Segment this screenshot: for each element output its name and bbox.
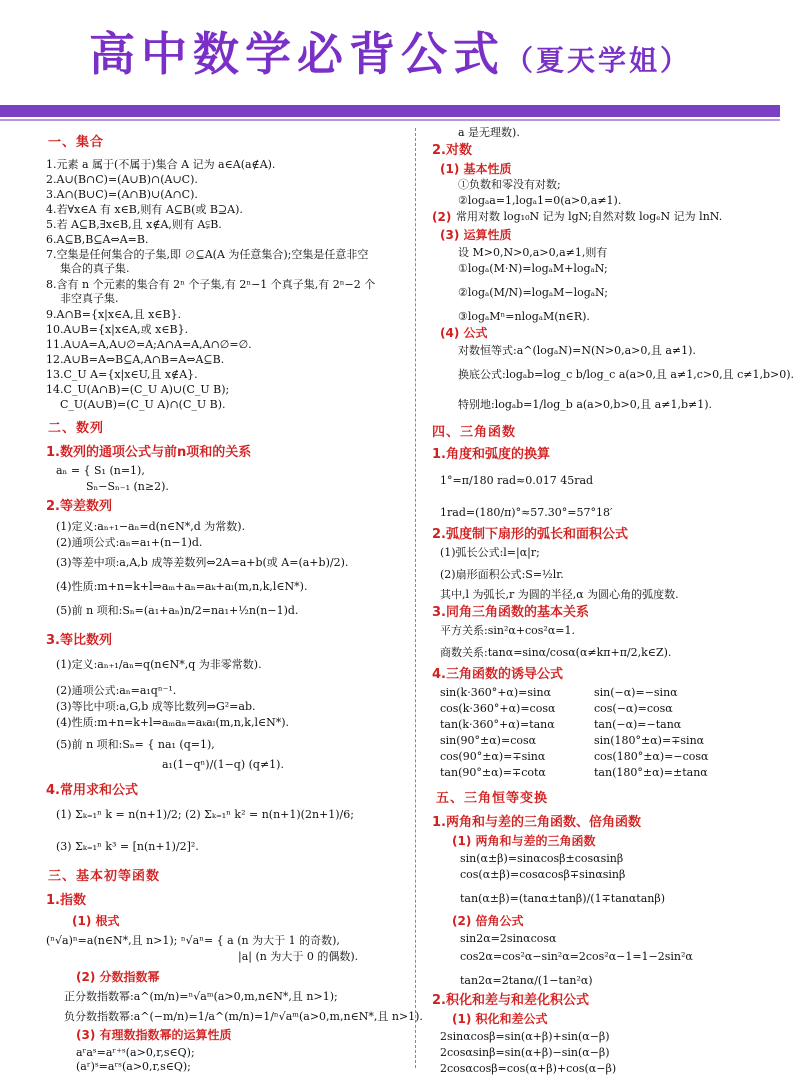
title-divider-bar [0,105,780,117]
formula-line: (3)等差中项:a,A,b 成等差数列⇔2A=a+b(或 A=(a+b)/2). [56,556,349,569]
section-heading: 二、数列 [48,421,105,436]
formula-line: 非空真子集. [60,292,119,305]
formula-line: ②logₐ(M/N)=logₐM−logₐN; [458,286,608,299]
formula-line: 12.A∪B=A⇔B⊆A,A∩B=A⇔A⊆B. [46,353,225,366]
formula-line: 2cosαcosβ=cos(α+β)+cos(α−β) [440,1062,617,1075]
formula-line: cos(180°±α)=−cosα [594,750,709,763]
column-divider [415,128,416,1068]
formula-line: 商数关系:tanα=sinα/cosα(α≠kπ+π/2,k∈Z). [440,646,672,659]
section-heading: 五、三角恒等变换 [436,791,549,806]
section-heading: (3) 运算性质 [440,228,512,242]
formula-line: (1)弧长公式:l=|α|r; [440,546,540,559]
formula-line: (aʳ)ˢ=aʳˢ(a>0,r,s∈Q); [76,1060,191,1073]
formula-line: (ⁿ√a)ⁿ=a(n∈N*,且 n>1); ⁿ√aⁿ= { a (n 为大于 1 的奇数), [46,934,340,947]
formula-line: 13.C_U A={x|x∈U,且 x∉A}. [46,368,198,381]
formula-line: 5.若 A⊆B,∃x∈B,且 x∉A,则有 A⫋B. [46,218,222,231]
section-heading: 2.弧度制下扇形的弧长和面积公式 [432,527,628,542]
formula-line: 7.空集是任何集合的子集,即 ∅⊆A(A 为任意集合);空集是任意非空 [46,248,369,261]
formula-line: (2)扇形面积公式:S=½lr. [440,568,564,581]
formula-line: 换底公式:logₐb=log_c b/log_c a(a>0,且 a≠1,c>0,且 c≠1,b>0). [458,368,794,381]
section-heading: (1) 积化和差公式 [452,1012,548,1026]
formula-line: (1)定义:aₙ₊₁/aₙ=q(n∈N*,q 为非零常数). [56,658,262,671]
formula-line: 14.C_U(A∩B)=(C_U A)∪(C_U B); [46,383,230,396]
formula-line: 1°=π/180 rad≈0.017 45rad [440,474,594,487]
formula-line: aₙ = { S₁ (n=1), [56,464,145,477]
formula-line: sin(90°±α)=cosα [440,734,537,747]
section-heading: 1.数列的通项公式与前n项和的关系 [46,445,252,460]
formula-line: 平方关系:sin²α+cos²α=1. [440,624,575,637]
formula-line: sin(k·360°+α)=sinα [440,686,552,699]
formula-line: cos2α=cos²α−sin²α=2cos²α−1=1−2sin²α [460,950,693,963]
formula-line: 3.A∩(B∪C)=(A∩B)∪(A∩C). [46,188,198,201]
formula-line: ①logₐ(M·N)=logₐM+logₐN; [458,262,608,275]
formula-line: Sₙ−Sₙ₋₁ (n≥2). [86,480,169,493]
formula-line: sin(α±β)=sinαcosβ±cosαsinβ [460,852,624,865]
formula-line: 其中,l 为弧长,r 为圆的半径,α 为圆心角的弧度数. [440,588,679,601]
formula-line: 9.A∩B={x|x∈A,且 x∈B}. [46,308,182,321]
section-heading: 3.等比数列 [46,633,112,648]
formula-line: (3) Σₖ₌₁ⁿ k³ = [n(n+1)/2]². [56,840,199,853]
formula-line: a 是无理数). [458,126,520,139]
page-title [0,18,780,84]
section-heading: (3) 有理数指数幂的运算性质 [76,1028,232,1042]
formula-line: 2cosαsinβ=sin(α+β)−sin(α−β) [440,1046,610,1059]
formula-line: 1.元素 a 属于(不属于)集合 A 记为 a∈A(a∉A). [46,158,276,171]
formula-line: ②logₐa=1,logₐ1=0(a>0,a≠1). [458,194,622,207]
section-heading: 4.常用求和公式 [46,783,138,798]
formula-line: 1rad=(180/π)°≈57.30°=57°18′ [440,506,613,519]
formula-line: (1) Σₖ₌₁ⁿ k = n(n+1)/2; (2) Σₖ₌₁ⁿ k² = n(n+1)(2n+1)/6; [56,808,354,821]
left-column [42,128,423,1073]
formula-line: 设 M>0,N>0,a>0,a≠1,则有 [458,246,608,259]
formula-line: (5)前 n 项和:Sₙ=(a₁+aₙ)n/2=na₁+½n(n−1)d. [56,604,299,617]
formula-line: a₁(1−qⁿ)/(1−q) (q≠1). [162,758,284,771]
formula-line: sin(−α)=−sinα [594,686,678,699]
formula-line: 4.若∀x∈A 有 x∈B,则有 A⊆B(或 B⊇A). [46,203,243,216]
formula-line: C_U(A∪B)=(C_U A)∩(C_U B). [60,398,226,411]
section-heading: (2) [432,210,452,224]
formula-line: 2.A∪(B∩C)=(A∪B)∩(A∪C). [46,173,198,186]
formula-line: tan(α±β)=(tanα±tanβ)/(1∓tanαtanβ) [460,892,665,905]
formula-line: 负分数指数幂:a^(−m/n)=1/a^(m/n)=1/ⁿ√aᵐ(a>0,m,n∈N*,且 n>1). [64,1010,423,1023]
formula-line: 集合的真子集. [60,262,130,275]
formula-line: (2)通项公式:aₙ=a₁qⁿ⁻¹. [56,684,177,697]
section-heading: 四、三角函数 [432,425,517,440]
formula-line: 6.A⊆B,B⊆A⇔A=B. [46,233,149,246]
formula-line: (5)前 n 项和:Sₙ= { na₁ (q=1), [56,738,215,751]
formula-line: 对数恒等式:a^(logₐN)=N(N>0,a>0,且 a≠1). [458,344,696,357]
formula-line: (3)等比中项:a,G,b 成等比数列⇒G²=ab. [56,700,256,713]
section-heading: (2) 倍角公式 [452,914,524,928]
formula-line: cos(α±β)=cosαcosβ∓sinαsinβ [460,868,626,881]
formula-line: (4)性质:m+n=k+l⇒aₘaₙ=aₖaₗ(m,n,k,l∈N*). [56,716,290,729]
formula-line: (2)通项公式:aₙ=a₁+(n−1)d. [56,536,203,549]
section-heading: 1.两角和与差的三角函数、倍角函数 [432,815,641,830]
formula-line: cos(90°±α)=∓sinα [440,750,546,763]
formula-line: 正分数指数幂:a^(m/n)=ⁿ√aᵐ(a>0,m,n∈N*,且 n>1); [64,990,338,1003]
section-heading: 1.角度和弧度的换算 [432,447,550,462]
formula-line: tan(180°±α)=±tanα [594,766,708,779]
formula-line: sin2α=2sinαcosα [460,932,557,945]
section-heading: (1) 两角和与差的三角函数 [452,834,596,848]
section-heading: (4) 公式 [440,326,488,340]
formula-line: ③logₐMⁿ=nlogₐM(n∈R). [458,310,590,323]
formula-line: tan(−α)=−tanα [594,718,682,731]
formula-line: tan(k·360°+α)=tanα [440,718,555,731]
formula-line: ①负数和零没有对数; [458,178,561,191]
section-heading: (2) 分数指数幂 [76,970,160,984]
formula-line: 8.含有 n 个元素的集合有 2ⁿ 个子集,有 2ⁿ−1 个真子集,有 2ⁿ−2 个 [46,278,376,291]
formula-line: |a| (n 为大于 0 的偶数). [238,950,359,963]
section-heading: 4.三角函数的诱导公式 [432,667,563,682]
title-main: 高中数学必背公式 [88,27,505,81]
section-heading: (1) 根式 [72,914,120,928]
formula-line: sin(180°±α)=∓sinα [594,734,705,747]
formula-line: aʳaˢ=aʳ⁺ˢ(a>0,r,s∈Q); [76,1046,195,1059]
formula-line: 特别地:logₐb=1/log_b a(a>0,b>0,且 a≠1,b≠1). [458,398,712,411]
section-heading: 1.指数 [46,893,86,908]
section-heading: 2.积化和差与和差化积公式 [432,993,589,1008]
title-author: （夏天学姐） [504,44,691,77]
right-column [428,126,794,1075]
formula-line: (4)性质:m+n=k+l⇒aₘ+aₙ=aₖ+aₗ(m,n,k,l∈N*). [56,580,308,593]
section-heading: 3.同角三角函数的基本关系 [432,605,589,620]
formula-line: tan2α=2tanα/(1−tan²α) [460,974,593,987]
section-heading: 三、基本初等函数 [48,869,161,884]
section-heading: 一、集合 [48,135,105,150]
formula-line: (1)定义:aₙ₊₁−aₙ=d(n∈N*,d 为常数). [56,520,246,533]
formula-line: 常用对数 log₁₀N 记为 lgN;自然对数 logₑN 记为 lnN. [456,210,723,223]
formula-line: 10.A∪B={x|x∈A,或 x∈B}. [46,323,189,336]
formula-line: 11.A∪A=A,A∪∅=A;A∩A=A,A∩∅=∅. [46,338,252,351]
section-heading: 2.等差数列 [46,499,112,514]
formula-line: tan(90°±α)=∓cotα [440,766,546,779]
formula-line: cos(−α)=cosα [594,702,673,715]
formula-line: cos(k·360°+α)=cosα [440,702,556,715]
section-heading: (1) 基本性质 [440,162,512,176]
formula-line: 2sinαcosβ=sin(α+β)+sin(α−β) [440,1030,610,1043]
section-heading: 2.对数 [432,143,472,158]
title-divider-line [0,119,780,121]
